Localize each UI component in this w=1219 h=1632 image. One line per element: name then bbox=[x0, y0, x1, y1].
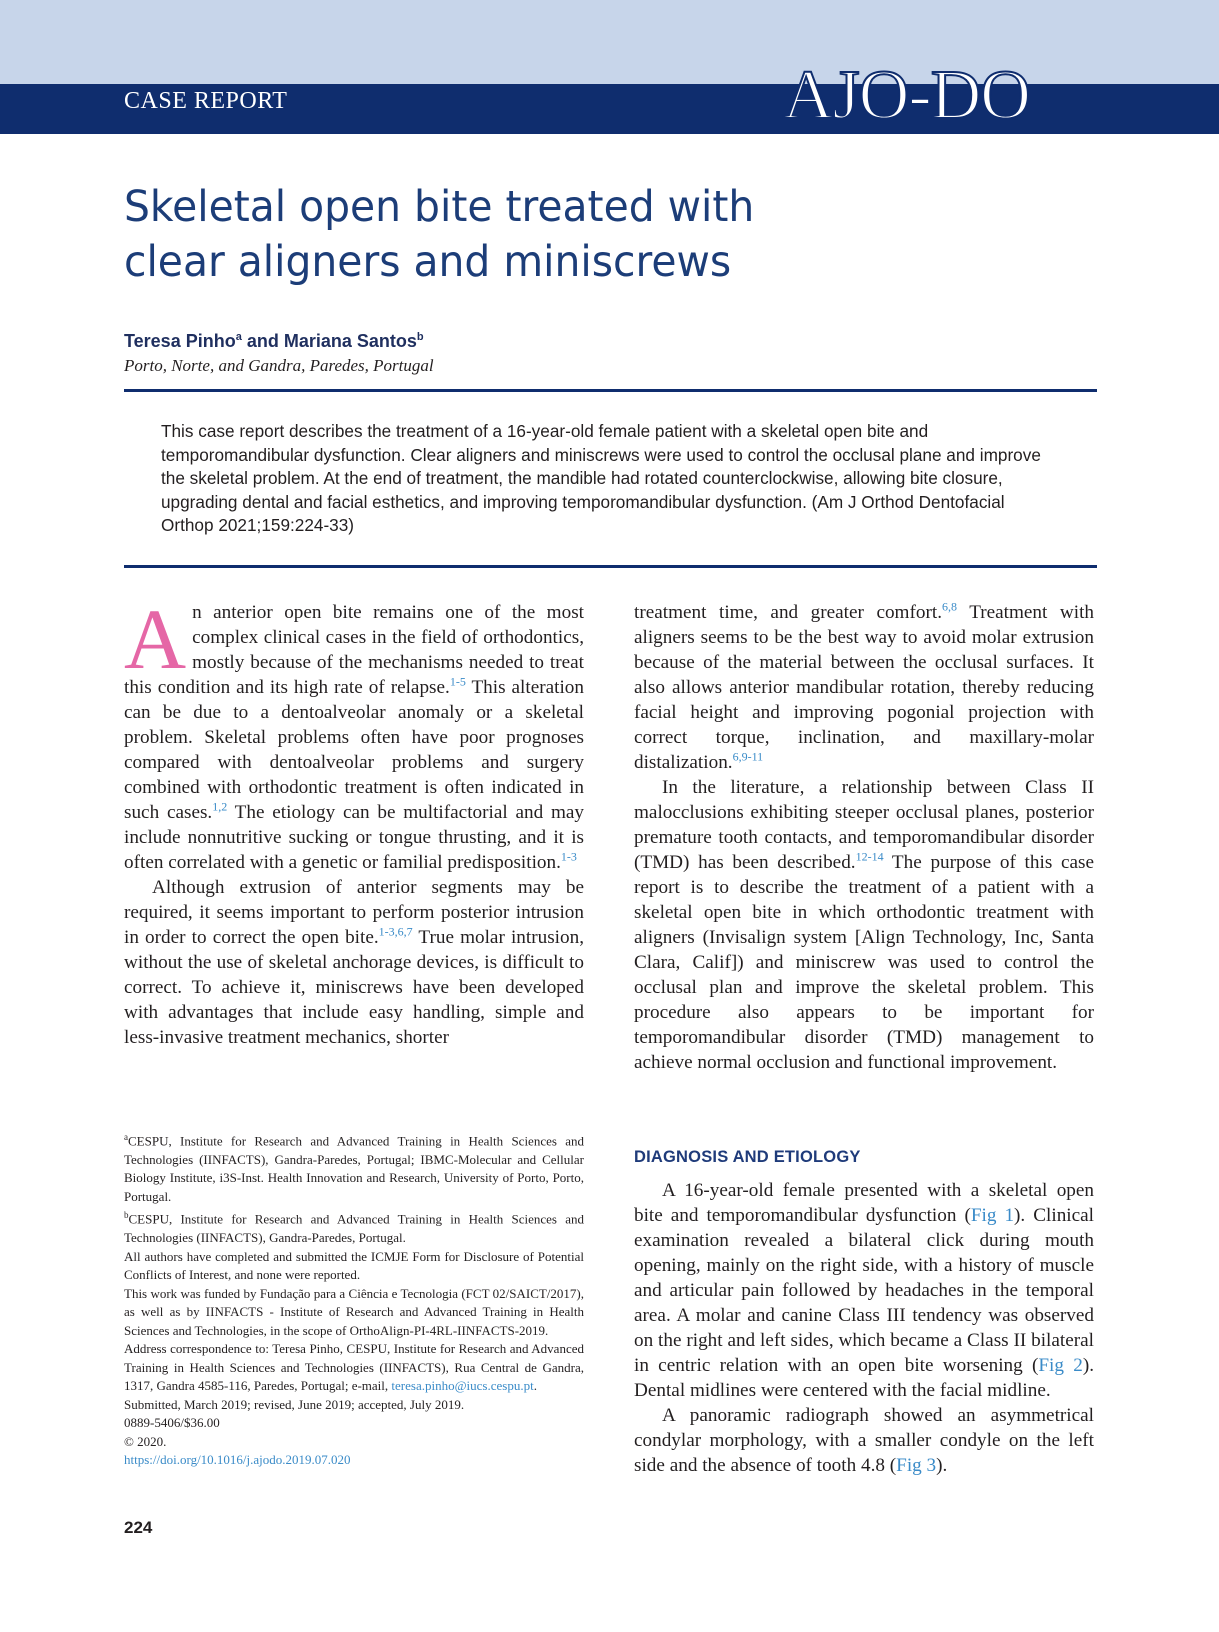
article-title: Skeletal open bite treated with clear aligners and miniscrews bbox=[124, 182, 755, 287]
divider bbox=[124, 565, 1097, 568]
body-paragraph bbox=[124, 591, 584, 875]
abstract: This case report describes the treatment of a 16-year-old female patient with a skeletal open bite and temporomandibular dysfunction. Clear aligners and miniscrews were used to control the occlusal plane and improve the skeletal problem. At the end of treatment, the mandible had rotated counterclockwise, allowing bite closure, upgrading dental and facial esthetics, and improving temporomandibular dysfunction. (Am J Orthod Dentofacial Orthop 2021;159:224-33) bbox=[161, 421, 1041, 535]
section-heading: DIAGNOSIS AND ETIOLOGY bbox=[634, 1148, 861, 1166]
footnote-funding: This work was funded by Fundação para a Ciência e Tecnologia (FCT 02/SAICT/2017), as well as by IINFACTS - Institute of Research and Advanced Training in Health Sciences and Technologies, in the scope of OrthoAlign-PI-4RL-IINFACTS-2019. bbox=[124, 1285, 584, 1338]
diagnosis-body bbox=[634, 1178, 1094, 1478]
body-column-right bbox=[634, 600, 1094, 1075]
footnote-text: Address correspondence to: Teresa Pinho, CESPU, Institute for Research and Advanced Training in Health Sciences and Technologies (IINFACTS), Rua Central de Gandra, 1317, Gandra 4585-116, Paredes, Portugal; e-mail, bbox=[124, 1341, 584, 1394]
figure-link[interactable]: Fig 1 bbox=[970, 1205, 1015, 1226]
footnote-disclosure: All authors have completed and submitted the ICMJE Form for Disclosure of Potential Conflicts of Interest, and none were reported. bbox=[124, 1248, 584, 1283]
email-link[interactable]: teresa.pinho@iucs.cespu.pt bbox=[391, 1378, 534, 1394]
body-paragraph bbox=[634, 600, 1094, 775]
doi-link[interactable]: https://doi.org/10.1016/j.ajodo.2019.07.020 bbox=[124, 1452, 351, 1468]
footnote-affiliation-b bbox=[124, 1206, 584, 1247]
reference-link[interactable]: 1-5 bbox=[449, 674, 466, 689]
body-paragraph bbox=[634, 1178, 1094, 1403]
section-label: CASE REPORT bbox=[124, 88, 288, 114]
author-line bbox=[124, 331, 424, 352]
reference-link[interactable]: 12-14 bbox=[855, 849, 884, 864]
body-text: In the literature, a relationship between Class II malocclusions exhibiting steeper occlusal planes, posterior premature tooth contacts, and temporomandibular disorder (TMD) has been described. bbox=[634, 777, 1094, 873]
author-conjunction: and bbox=[241, 331, 284, 351]
body-text: A panoramic radiograph showed an asymmetrical condylar morphology, with a smaller condyle on the left side and the absence of tooth 4.8 ( bbox=[634, 1405, 1094, 1476]
reference-link[interactable]: 6,8 bbox=[942, 599, 957, 614]
footnote-copyright: © 2020. bbox=[124, 1433, 167, 1449]
body-text: treatment time, and greater comfort. bbox=[634, 602, 942, 623]
footnote-issn: 0889-5406/$36.00 bbox=[124, 1415, 220, 1431]
body-paragraph bbox=[634, 1403, 1094, 1478]
reference-link[interactable]: 1-3 bbox=[560, 849, 577, 864]
body-text: The etiology can be multifactorial and may include nonnutritive sucking or tongue thrusting, and it is often correlated with a genetic or familial predisposition. bbox=[124, 802, 584, 873]
author-location: Porto, Norte, and Gandra, Paredes, Portugal bbox=[124, 356, 434, 375]
divider bbox=[124, 389, 1097, 392]
body-text: This alteration can be due to a dentoalveolar anomaly or a skeletal problem. Skeletal problems often have poor prognoses compared with dentoalveolar problems and surgery combined with orthodontic treatment is often indicated in such cases. bbox=[124, 677, 584, 823]
footnote-text: CESPU, Institute for Research and Advanced Training in Health Sciences and Technologies (IINFACTS), Gandra-Paredes, Portugal; IBMC-Molecular and Cellular Biology Institute, i3S-Inst. Health Innovation and Research, University of Porto, Porto, Portugal. bbox=[124, 1133, 584, 1204]
footnote-text: CESPU, Institute for Research and Advanced Training in Health Sciences and Technologies (IINFACTS), Gandra-Paredes, Portugal. bbox=[124, 1211, 584, 1246]
page-number: 224 bbox=[124, 1518, 153, 1537]
author-name: Teresa Pinho bbox=[124, 331, 236, 351]
body-text: True molar intrusion, without the use of skeletal anchorage devices, is difficult to correct. To achieve it, miniscrews have been developed with advantages that include easy handling, simple and less-invasive treatment mechanics, shorter bbox=[124, 927, 584, 1048]
body-text: ). bbox=[936, 1455, 948, 1476]
footnote-text: . bbox=[533, 1378, 537, 1394]
body-text: Treatment with aligners seems to be the best way to avoid molar extrusion because of the material between the occlusal surfaces. It also allows anterior mandibular rotation, thereby reducing facial height and improving pogonial projection with correct torque, inclination, and maxillary-molar distalization. bbox=[634, 602, 1095, 773]
body-paragraph bbox=[634, 775, 1094, 1075]
author-affil-marker: b bbox=[416, 331, 424, 343]
body-text: The purpose of this case report is to describe the treatment of a patient with a skeletal open bite in which orthodontic treatment with aligners (Invisalign system [Align Technology, Inc, Santa Clara, Calif]) and miniscrew was used to control the occlusal plan and improve the skeletal problem. This procedure also appears to be important for temporomandibular disorder (TMD) management to achieve normal occlusion and functional improvement. bbox=[634, 852, 1094, 1073]
footnotes bbox=[124, 1128, 584, 1470]
body-text: A 16-year-old female presented with a skeletal open bite and temporomandibular dysfunction ( bbox=[634, 1180, 1094, 1226]
reference-link[interactable]: 6,9-11 bbox=[732, 749, 764, 764]
drop-cap: A bbox=[124, 591, 187, 687]
journal-logo: AJO-DO bbox=[783, 57, 1030, 134]
author-name: Mariana Santos bbox=[283, 331, 417, 351]
body-column-left bbox=[124, 591, 584, 1050]
reference-link[interactable]: 1,2 bbox=[212, 799, 228, 814]
reference-link[interactable]: 1-3,6,7 bbox=[378, 924, 413, 939]
author-affil-marker: a bbox=[235, 331, 242, 343]
body-text: ). Clinical examination revealed a bilateral click during mouth opening, mainly on the right side, with a history of muscle and articular pain followed by headaches in the temporal area. A molar and canine Class III tendency was observed on the right and left sides, which became a Class II bilateral in centric relation with an open bite worsening ( bbox=[634, 1205, 1094, 1376]
footnote-correspondence bbox=[124, 1340, 584, 1396]
footnote-affiliation-a bbox=[124, 1128, 584, 1206]
footnote-dates: Submitted, March 2019; revised, June 2019; accepted, July 2019. bbox=[124, 1396, 465, 1412]
footnote-marker: b bbox=[124, 1210, 129, 1221]
body-text: ). Dental midlines were centered with the facial midline. bbox=[634, 1355, 1094, 1401]
figure-link[interactable]: Fig 3 bbox=[896, 1455, 937, 1476]
body-text: n anterior open bite remains one of the most complex clinical cases in the field of orthodontics, mostly because of the mechanisms needed to treat this condition and its high rate of relapse. bbox=[124, 602, 584, 698]
header-band bbox=[0, 0, 1219, 84]
figure-link[interactable]: Fig 2 bbox=[1038, 1355, 1083, 1376]
footnote-marker: a bbox=[124, 1132, 128, 1142]
body-text: Although extrusion of anterior segments may be required, it seems important to perform posterior intrusion in order to correct the open bite. bbox=[124, 877, 584, 948]
body-paragraph bbox=[124, 875, 584, 1050]
